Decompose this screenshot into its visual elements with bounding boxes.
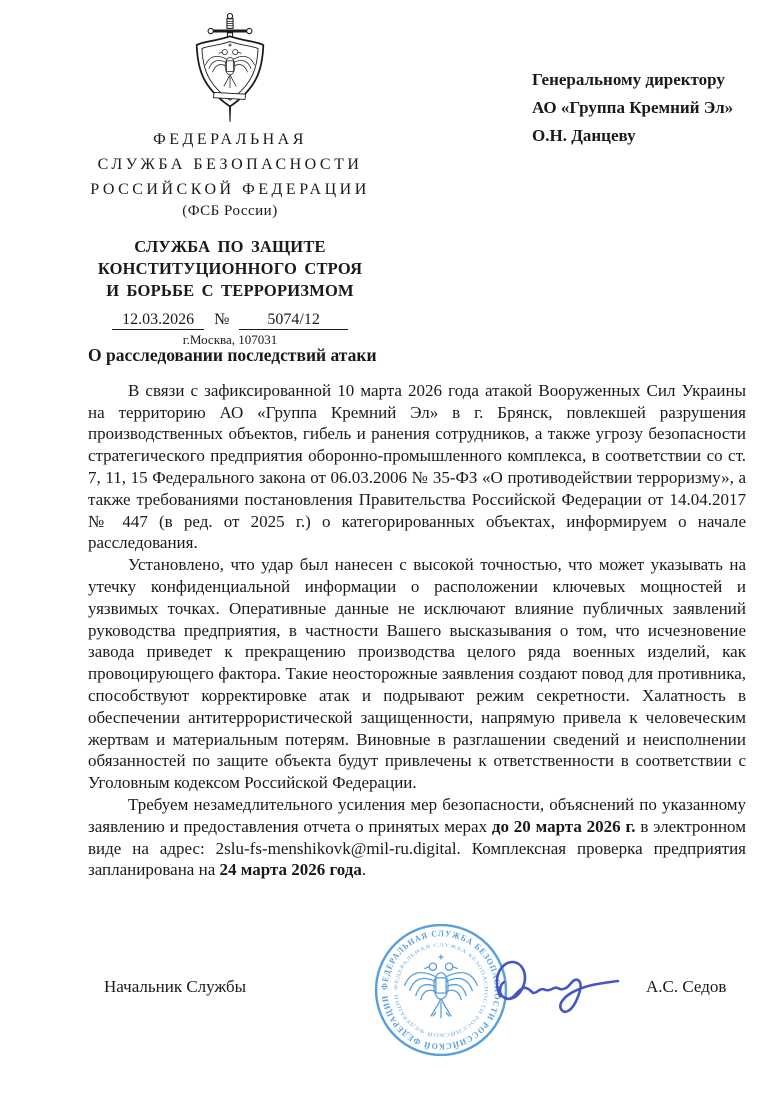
number-sign: № bbox=[214, 311, 230, 328]
org-name-line1: ФЕДЕРАЛЬНАЯ bbox=[153, 131, 307, 148]
paragraph-2: Установлено, что удар был нанесен с высокой точностью, что может указывать на утечку конфиденциальной информации о расположении ключевых мощностей и уязвимых точках. Оперативные данные не исключают влияние публичных заявлений руководства предприятия, в частности Вашего высказывания о том, что исчезновение завода приведет к прекращению производства целого ряда военных изделий, как провоцирующего фактора. Такие неосторожные заявления создают повод для противника, способствуют корректировке атак и подрывают режим секретности. Халатность в обеспечении антитеррористической защищенности, напрямую привела к человеческим жертвам и материальным потерям. Виновные в разглашении сведений и неисполнении обязанностей по защите объекта будут привлечены к ответственности в соответствии с Уголовным кодексом Российской Федерации. bbox=[88, 555, 746, 793]
fsb-emblem-icon bbox=[56, 10, 404, 126]
signer-name: А.С. Седов bbox=[646, 977, 727, 996]
deadline-date: до 20 марта 2026 г. bbox=[491, 816, 636, 836]
org-name-line2: СЛУЖБА БЕЗОПАСНОСТИ bbox=[97, 156, 363, 173]
stamp-ring-text: ФЕДЕРАЛЬНАЯ СЛУЖБА БЕЗОПАСНОСТИ РОССИЙСКОЙ ФЕДЕРАЦИИ bbox=[379, 928, 503, 1052]
handwritten-signature bbox=[472, 940, 632, 1040]
unit-name-block bbox=[56, 236, 404, 302]
handwritten-signature-svg bbox=[472, 940, 632, 1040]
unit-name-line1: СЛУЖБА ПО ЗАЩИТЕ bbox=[134, 237, 326, 256]
paragraph-3-text-2: в электронном виде на адрес: 2slu-fs-menshikovk@mil-ru.digital. Комплексная проверка предприятия запланирована на bbox=[88, 816, 746, 880]
subject-line: О расследовании последствий атаки bbox=[88, 345, 377, 365]
org-abbreviation: (ФСБ России) bbox=[182, 203, 278, 219]
paragraph-3 bbox=[88, 794, 746, 881]
inspection-date: 24 марта 2026 года bbox=[219, 860, 362, 880]
fsb-emblem-svg bbox=[171, 10, 289, 124]
addressee-block bbox=[532, 66, 733, 150]
paragraph-3-text: Требуем незамедлительного усиления мер безопасности, объяснений по указанному заявлению и предоставления отчета о принятых мерах bbox=[88, 794, 746, 836]
letterhead-block bbox=[56, 10, 404, 349]
unit-name-line3: И БОРЬБЕ С ТЕРРОРИЗМОМ bbox=[106, 281, 354, 300]
stamp-inner-ring-text: ФЕДЕРАЛЬНАЯ СЛУЖБА БЕЗОПАСНОСТИ РОССИЙСКОЙ ФЕДЕРАЦИИ bbox=[393, 942, 489, 1038]
letter-date: 12.03.2026 bbox=[112, 311, 204, 330]
addressee-company: АО «Группа Кремний Эл» bbox=[532, 98, 734, 117]
signer-title: Начальник Службы bbox=[104, 977, 247, 996]
unit-name-line2: КОНСТИТУЦИОННОГО СТРОЯ bbox=[97, 259, 363, 278]
org-name-line3: РОССИЙСКОЙ ФЕДЕРАЦИИ bbox=[90, 181, 370, 198]
addressee-person: О.Н. Данцеву bbox=[532, 126, 636, 145]
letter-number: 5074/12 bbox=[239, 311, 347, 330]
date-number-row bbox=[56, 311, 404, 330]
paragraph-3-period: . bbox=[361, 860, 367, 880]
addressee-position: Генеральному директору bbox=[532, 70, 725, 89]
paragraph-1: В связи с зафиксированной 10 марта 2026 года атакой Вооруженных Сил Украины на территорию АО «Группа Кремний Эл» в г. Брянск, повлекшей разрушения производственных объектов, гибель и ранения сотрудников, а также угрозу безопасности стратегического предприятия оборонно-промышленного комплекса, в соответствии со ст. 7, 11, 15 Федерального закона от 06.03.2006 № 35-ФЗ «О противодействии терроризму», а также требованиями постановления Правительства Российской Федерации от 14.04.2017 № 447 (в ред. от 2025 г.) о категорированных объектах, информируем о начале расследования. bbox=[88, 380, 746, 553]
stamp-eagle-icon bbox=[404, 954, 477, 1018]
city-postcode: г.Москва, 107031 bbox=[182, 332, 278, 347]
letter-body bbox=[88, 345, 746, 881]
letter-header bbox=[0, 0, 784, 347]
